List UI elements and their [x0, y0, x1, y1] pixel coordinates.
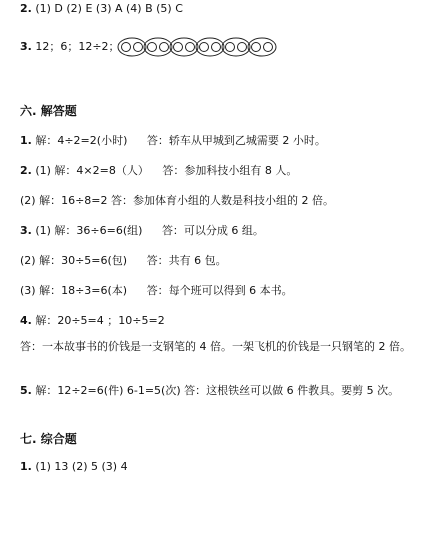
s6-q5: [20, 382, 430, 400]
s6-q1: [20, 134, 326, 148]
s6-q1-solution: 解：4÷2=2(小时): [35, 134, 128, 147]
s6-q4: [20, 314, 165, 328]
s6-q1-answer: 答：轿车从甲城到乙城需要 2 小时。: [146, 134, 326, 147]
q3-text: 12；6；12÷2；: [35, 40, 120, 53]
s6-q3-part2: [20, 254, 227, 268]
s6-q3-2-solution: (2) 解：30÷5=6(包): [20, 254, 128, 267]
s7-q1-text: (1) 13 (2) 5 (3) 4: [35, 460, 128, 473]
s6-q3-part1: [20, 224, 264, 238]
s6-q4-answer: 答：一本故事书的价钱是一支钢笔的 4 倍。一架飞机的价钱是一只钢笔的 2 倍。: [20, 340, 411, 353]
s6-q2-2-text: (2) 解：16÷8=2 答：参加体育小组的人数是科技小组的 2 倍。: [20, 194, 334, 207]
q3-number: 3.: [20, 40, 32, 53]
s6-q5-text: 解：12÷2=6(件) 6-1=5(次) 答：这根铁丝可以做 6 件教具。要剪 5 次。: [35, 384, 400, 397]
s6-q5-number: 5.: [20, 384, 32, 397]
s6-q3-3-solution: (3) 解：18÷3=6(本): [20, 284, 128, 297]
s7-q1-number: 1.: [20, 460, 32, 473]
section-7-heading: 七. 综合题: [20, 432, 77, 446]
q2-number: 2.: [20, 2, 32, 15]
section-6-heading: 六. 解答题: [20, 104, 77, 118]
s6-q3-number: 3.: [20, 224, 32, 237]
s6-q2-number: 2.: [20, 164, 32, 177]
q3-answers: [20, 40, 120, 54]
s6-q4-number: 4.: [20, 314, 32, 327]
grouped-circles-figure: [117, 36, 297, 58]
s6-q3-1-answer: 答：可以分成 6 组。: [161, 224, 264, 237]
s6-q2-part1: [20, 164, 297, 178]
s6-q3-1-solution: (1) 解：36÷6=6(组): [35, 224, 143, 237]
s6-q3-part3: [20, 284, 293, 298]
s7-q1: [20, 460, 128, 474]
s6-q3-3-answer: 答：每个班可以得到 6 本书。: [146, 284, 293, 297]
s6-q2-1-solution: (1) 解：4×2=8（人）: [35, 164, 149, 177]
q2-text: (1) D (2) E (3) A (4) B (5) C: [35, 2, 183, 15]
s6-q3-2-answer: 答：共有 6 包。: [146, 254, 227, 267]
s6-q1-number: 1.: [20, 134, 32, 147]
s6-q4-solution: 解：20÷5=4 ；10÷5=2: [35, 314, 165, 327]
q2-answers: [20, 2, 183, 16]
s6-q2-part2: [20, 194, 334, 208]
s6-q2-1-answer: 答：参加科技小组有 8 人。: [162, 164, 298, 177]
